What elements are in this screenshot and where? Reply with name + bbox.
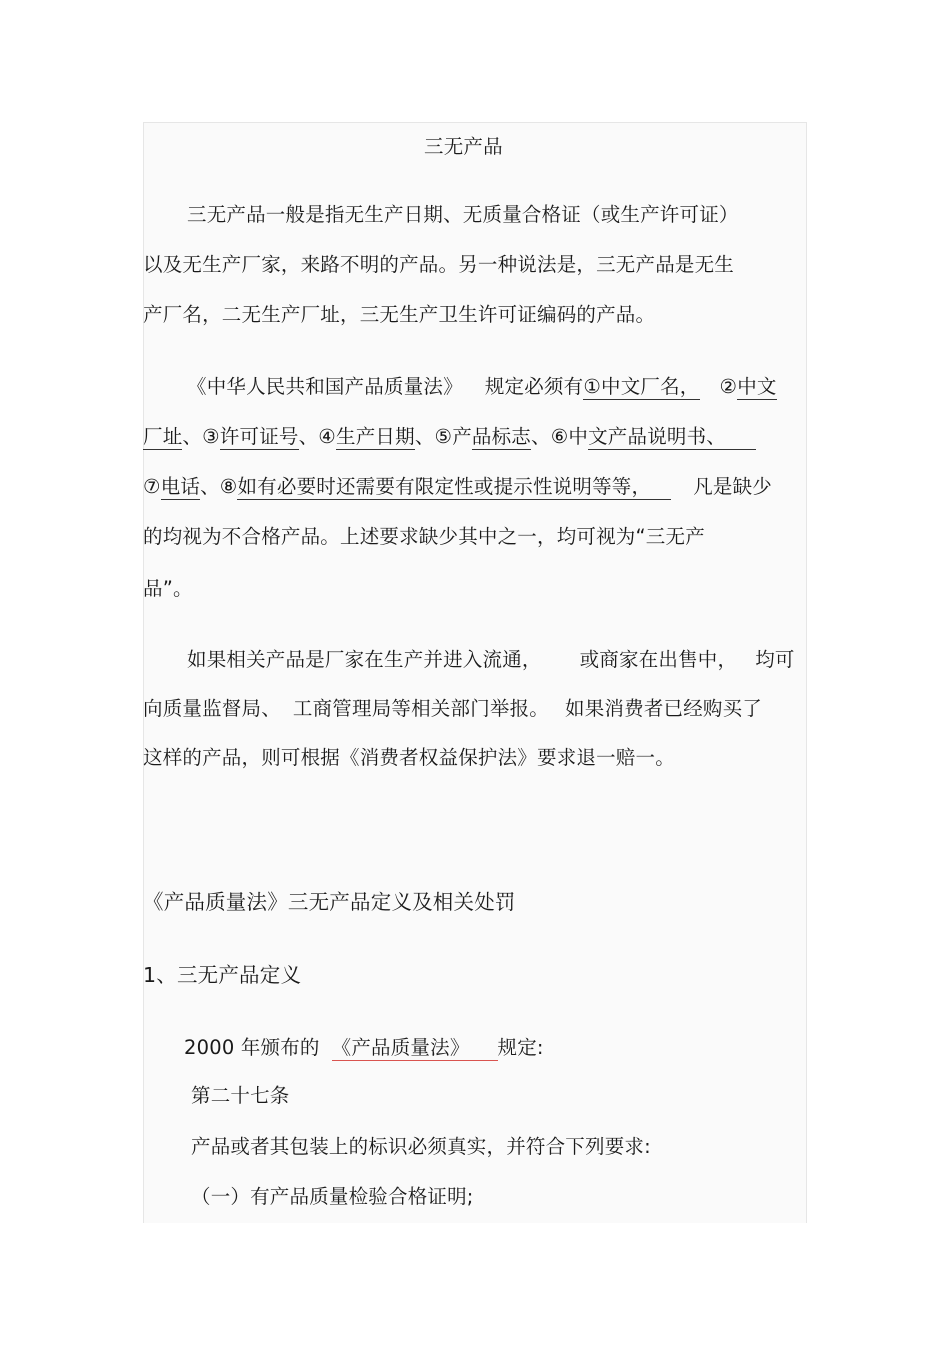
subsection-title: 1、三无产品定义	[143, 963, 302, 987]
article-intro: 产品或者其包装上的标识必须真实，并符合下列要求:	[191, 1135, 651, 1158]
requirement-intro: 规定必须有	[484, 375, 584, 398]
law-title-link: 《产品质量法》	[331, 1036, 470, 1059]
requirement-1: ①中文厂名，	[583, 375, 700, 398]
paragraph-3-line-2: 向质量监督局、 工商管理局等相关部门举报。 如果消费者已经购买了	[143, 697, 763, 720]
document-title: 三无产品	[424, 135, 503, 158]
requirement-4: 生产日期	[336, 425, 415, 448]
paragraph-1-line-1: 三无产品一般是指无生产日期、无质量合格证（或生产许可证）	[187, 203, 739, 226]
requirement-6: 文产品说明书、	[588, 425, 727, 448]
paragraph-3-line-3: 这样的产品，则可根据《消费者权益保护法》要求退一赔一。	[143, 746, 675, 769]
paragraph-2-line-1	[187, 374, 777, 400]
section-title: 《产品质量法》三无产品定义及相关处罚	[143, 890, 516, 914]
requirement-2-cont: 厂址	[143, 425, 183, 448]
law-name: 《中华人民共和国产品质量法》	[187, 375, 463, 398]
requirement-7: 电话	[160, 475, 201, 498]
paragraph-3-line-1: 如果相关产品是厂家在生产并进入流通， 或商家在出售中， 均可	[187, 648, 795, 671]
paragraph-1-line-3: 产厂名，二无生产厂址，三无生产卫生许可证编码的产品。	[143, 303, 656, 326]
paragraph-2-line-2: 厂址、③许可证号、④生产日期、⑤产品标志、⑥中文产品说明书、	[143, 424, 756, 450]
article-number: 第二十七条	[191, 1084, 290, 1107]
paragraph-1-line-2: 以及无生产厂家，来路不明的产品。另一种说法是，三无产品是无生	[143, 253, 735, 276]
paragraph-2-line-5: 品”。	[143, 577, 193, 600]
requirement-2-marker: ②	[719, 375, 738, 398]
requirement-8: 如有必要时还需要有限定性或提示性说明等等，	[237, 475, 652, 498]
law-line-1: 2000 年颁布的 《产品质量法》 规定:	[184, 1036, 544, 1059]
paragraph-2-line-4: 的均视为不合格产品。上述要求缺少其中之一，均可视为“三无产	[143, 525, 705, 548]
paragraph-2-line-3: ⑦电话、⑧如有必要时还需要有限定性或提示性说明等等， 凡是缺少	[143, 475, 772, 498]
article-item-1: （一）有产品质量检验合格证明;	[191, 1185, 474, 1208]
requirement-5: 品标志	[471, 425, 532, 448]
requirement-2: 中文	[737, 375, 777, 398]
requirement-3: 许可证号	[219, 425, 299, 448]
